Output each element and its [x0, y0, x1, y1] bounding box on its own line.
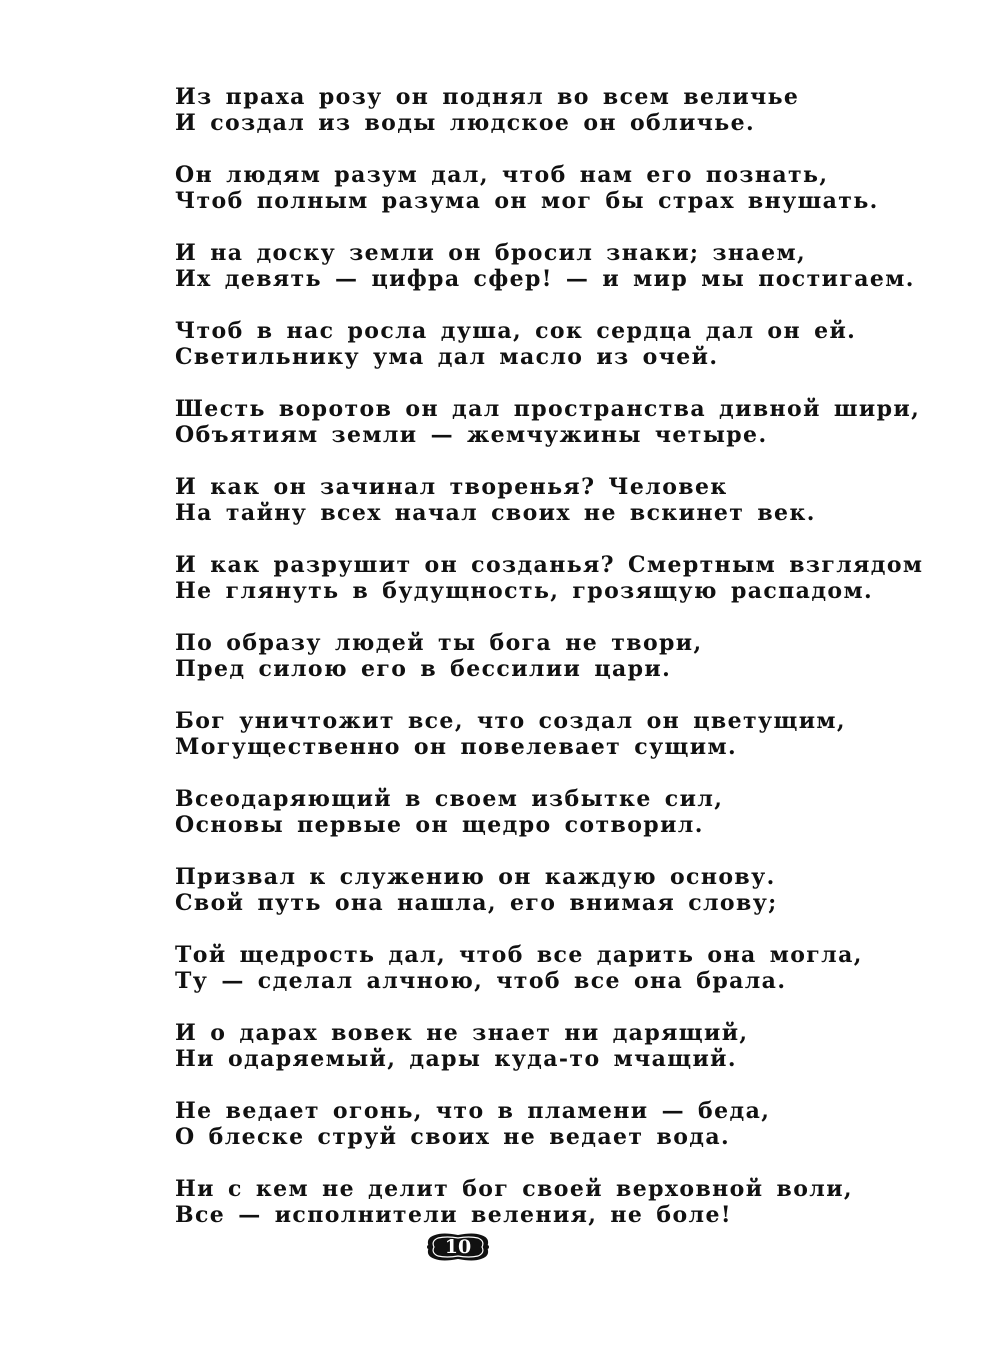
stanza — [175, 708, 955, 760]
poem-line: Пред силою его в бессилии цари. — [175, 656, 672, 682]
stanza — [175, 942, 955, 994]
poem-line: И о дарах вовек не знает ни дарящий, — [175, 1020, 749, 1046]
poem-line: И как он зачинал творенья? Человек — [175, 474, 728, 500]
poem-line: О блеске струй своих не ведает вода. — [175, 1124, 731, 1150]
poem-line: Могущественно он повелевает сущим. — [175, 734, 738, 760]
poem-line: Основы первые он щедро сотворил. — [175, 812, 704, 838]
poem-line: На тайну всех начал своих не вскинет век. — [175, 500, 816, 526]
poem-line: Из праха розу он поднял во всем величье — [175, 84, 800, 110]
poem-line: Свой путь она нашла, его внимая слову; — [175, 890, 778, 916]
poem-line: Не ведает огонь, что в пламени — беда, — [175, 1098, 771, 1124]
poem-line: И создал из воды людское он обличье. — [175, 110, 756, 136]
stanza — [175, 864, 955, 916]
poem-line: Чтоб полным разума он мог бы страх внушать. — [175, 188, 879, 214]
poem-line: Всеодаряющий в своем избытке сил, — [175, 786, 724, 812]
poem-line: Светильнику ума дал масло из очей. — [175, 344, 719, 370]
poem-body — [175, 84, 955, 1254]
stanza — [175, 396, 955, 448]
poem-line: Объятиям земли — жемчужины четыре. — [175, 422, 768, 448]
poem-line: Он людям разум дал, чтоб нам его познать, — [175, 162, 829, 188]
stanza — [175, 318, 955, 370]
stanza — [175, 786, 955, 838]
stanza — [175, 474, 955, 526]
stanza — [175, 240, 955, 292]
poem-line: И как разрушит он созданья? Смертным взглядом — [175, 552, 924, 578]
stanza — [175, 552, 955, 604]
poem-line: Призвал к служению он каждую основу. — [175, 864, 776, 890]
poem-line: Той щедрость дал, чтоб все дарить она могла, — [175, 942, 863, 968]
stanza — [175, 630, 955, 682]
poem-line: Ту — сделал алчною, чтоб все она брала. — [175, 968, 787, 994]
poem-line: Ни одаряемый, дары куда-то мчащий. — [175, 1046, 737, 1072]
stanza — [175, 1098, 955, 1150]
page-number: 10 — [444, 1236, 472, 1258]
poem-line: Бог уничтожит все, что создал он цветущим, — [175, 708, 846, 734]
poem-line: Ни с кем не делит бог своей верховной воли, — [175, 1176, 853, 1202]
poem-line: Шесть воротов он дал пространства дивной шири, — [175, 396, 921, 422]
poem-line: По образу людей ты бога не твори, — [175, 630, 703, 656]
poem-line: И на доску земли он бросил знаки; знаем, — [175, 240, 807, 266]
stanza — [175, 162, 955, 214]
poem-line: Чтоб в нас росла душа, сок сердца дал он ей. — [175, 318, 857, 344]
stanza — [175, 84, 955, 136]
stanza — [175, 1020, 955, 1072]
stanza — [175, 1176, 955, 1228]
poem-line: Все — исполнители веления, не боле! — [175, 1202, 732, 1228]
poem-line: Не глянуть в будущность, грозящую распадом. — [175, 578, 874, 604]
page-number-ornament — [425, 1232, 491, 1262]
poem-line: Их девять — цифра сфер! — и мир мы постигаем. — [175, 266, 915, 292]
